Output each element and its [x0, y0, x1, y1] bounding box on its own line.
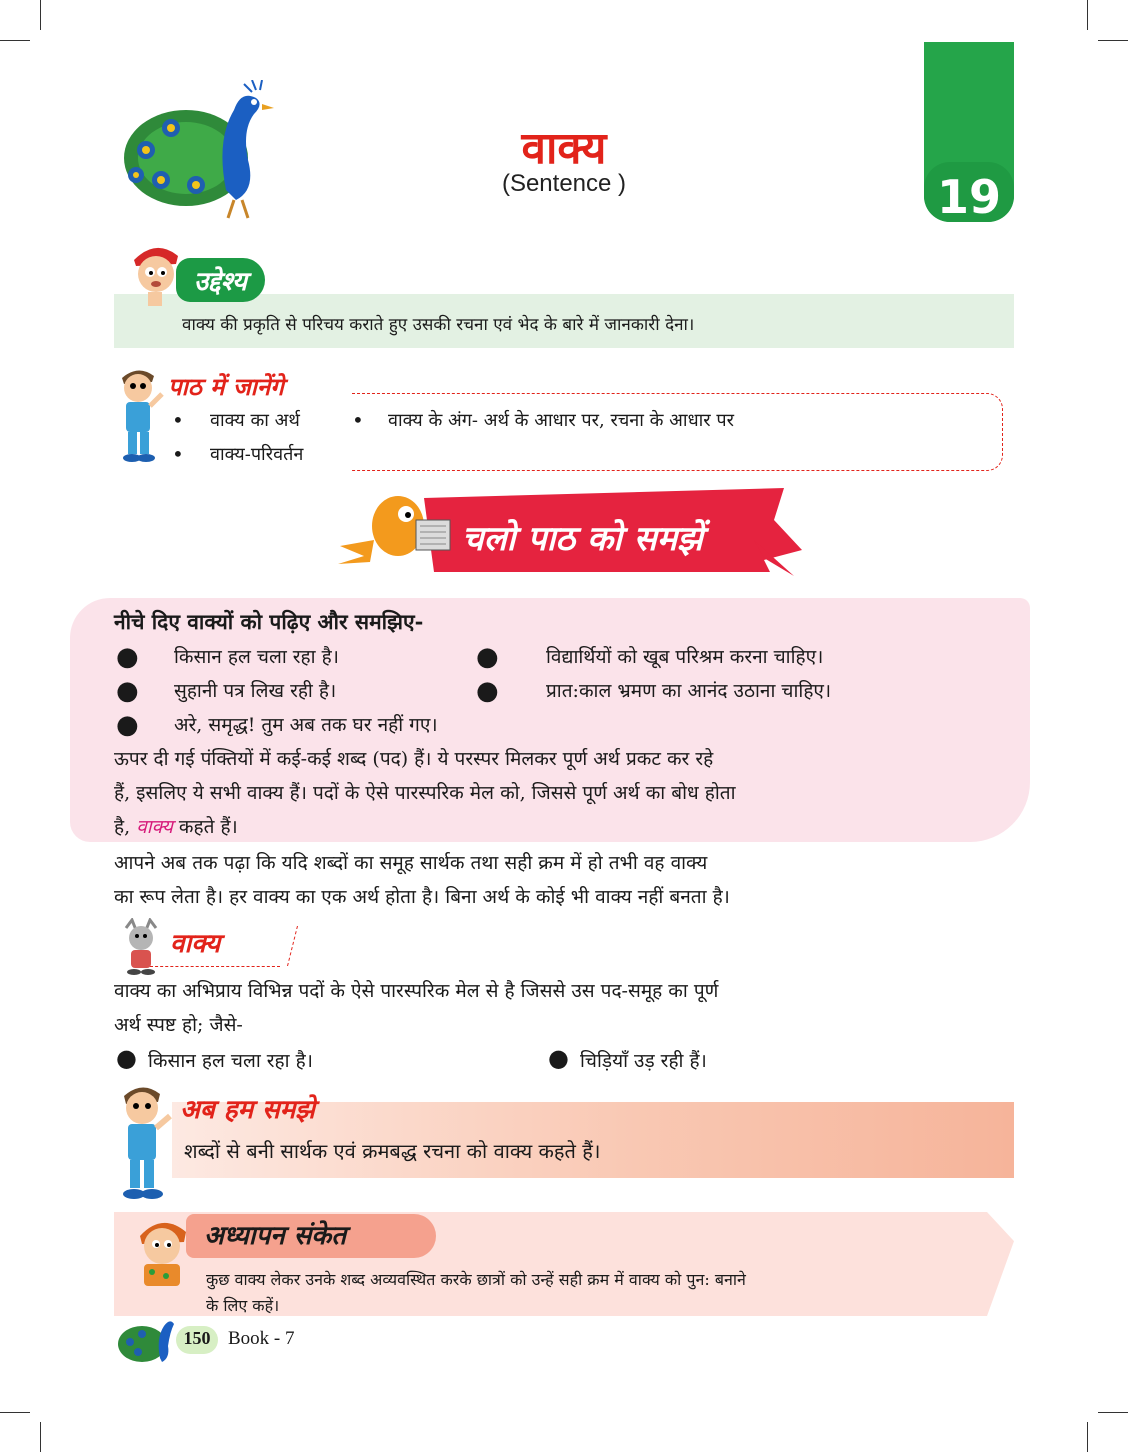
- paragraph-text: है,: [114, 816, 131, 838]
- crop-mark: [1098, 1412, 1128, 1413]
- example-sentence: विद्यार्थियों को खूब परिश्रम करना चाहिए।: [546, 646, 824, 668]
- cartoon-boy-thumbs-icon: [114, 1080, 174, 1202]
- crop-mark: [1098, 40, 1128, 41]
- crop-mark: [40, 1422, 41, 1452]
- bullet: •: [352, 408, 364, 432]
- teaching-heading: अध्यापन संकेत: [204, 1221, 347, 1251]
- cartoon-cat-icon: [116, 918, 166, 978]
- definition-heading: वाक्य: [170, 929, 221, 959]
- bullet: ●: [548, 1044, 569, 1072]
- crop-mark: [0, 40, 30, 41]
- intro-instruction: नीचे दिए वाक्यों को पढ़िए और समझिए-: [114, 609, 424, 634]
- teaching-line: के लिए कहें।: [206, 1296, 280, 1315]
- bullet: ●: [116, 1044, 137, 1072]
- learn-item: वाक्य का अर्थ: [210, 410, 300, 431]
- definition-line: अर्थ स्पष्ट हो; जैसे-: [114, 1014, 243, 1036]
- learn-item: वाक्य के अंग- अर्थ के आधार पर, रचना के आधार पर: [388, 410, 734, 431]
- example-sentence: सुहानी पत्र लिख रही है।: [174, 680, 337, 702]
- objective-text: वाक्य की प्रकृति से परिचय कराते हुए उसकी रचना एवं भेद के बारे में जानकारी देना।: [182, 315, 695, 335]
- paragraph-line: हैं, इसलिए ये सभी वाक्य हैं। पदों के ऐसे पारस्परिक मेल को, जिससे पूर्ण अर्थ का बोध होता: [114, 782, 736, 804]
- banner-text: चलो पाठ को समझें: [462, 519, 703, 559]
- cartoon-boy-reading-icon: [132, 1212, 196, 1288]
- chapter-number-tab: [924, 42, 1014, 222]
- crop-mark: [0, 1412, 30, 1413]
- page-number: 150: [183, 1328, 211, 1348]
- peacock-small-icon: [116, 1314, 180, 1366]
- learn-heading: पाठ में जानेंगे: [168, 373, 284, 401]
- peacock-illustration: [116, 80, 286, 220]
- summary-heading: अब हम समझे: [180, 1095, 315, 1125]
- example-sentence: किसान हल चला रहा है।: [174, 646, 339, 668]
- book-label: Book - 7: [228, 1328, 295, 1349]
- paragraph-text: कहते हैं।: [178, 816, 238, 838]
- definition-flourish: [275, 926, 298, 966]
- bullet: •: [172, 408, 184, 432]
- bullet: ●: [116, 676, 139, 706]
- definition-example: किसान हल चला रहा है।: [148, 1050, 313, 1072]
- definition-line: वाक्य का अभिप्राय विभिन्न पदों के ऐसे पारस्परिक मेल से है जिससे उस पद-समूह का पूर्ण: [114, 980, 719, 1002]
- teaching-line: कुछ वाक्य लेकर उनके शब्द अव्यवस्थित करके छात्रों को उन्हें सही क्रम में वाक्य को पुन: बनाने: [206, 1270, 746, 1289]
- definition-underline: [150, 966, 280, 968]
- bullet: ●: [476, 676, 499, 706]
- highlighted-term: वाक्य: [136, 816, 173, 838]
- learn-item: वाक्य-परिवर्तन: [210, 444, 304, 465]
- bullet: ●: [116, 710, 139, 740]
- crop-mark: [1087, 0, 1088, 30]
- crop-mark: [1087, 1422, 1088, 1452]
- bullet: •: [172, 442, 184, 466]
- chapter-subtitle: (Sentence ): [501, 170, 627, 197]
- example-sentence: प्रात:काल भ्रमण का आनंद उठाना चाहिए।: [546, 680, 832, 702]
- summary-text: शब्दों से बनी सार्थक एवं क्रमबद्ध रचना को वाक्य कहते हैं।: [184, 1139, 601, 1163]
- paragraph-line: [114, 810, 238, 844]
- bullet: ●: [116, 642, 139, 672]
- chapter-title: वाक्य: [521, 123, 607, 174]
- paragraph-line: आपने अब तक पढ़ा कि यदि शब्दों का समूह सार्थक तथा सही क्रम में हो तभी वह वाक्य: [114, 852, 708, 874]
- bullet: ●: [476, 642, 499, 672]
- learn-box-border: [352, 393, 1003, 471]
- objective-heading: उद्देश्य: [176, 258, 265, 302]
- definition-example: चिड़ियाँ उड़ रही हैं।: [580, 1050, 707, 1072]
- example-sentence: अरे, समृद्ध! तुम अब तक घर नहीं गए।: [174, 714, 438, 736]
- crop-mark: [40, 0, 41, 30]
- paragraph-line: ऊपर दी गई पंक्तियों में कई-कई शब्द (पद) हैं। ये परस्पर मिलकर पूर्ण अर्थ प्रकट कर रहे: [114, 748, 714, 770]
- chapter-number: 19: [936, 170, 1001, 224]
- paragraph-line: का रूप लेता है। हर वाक्य का एक अर्थ होता है। बिना अर्थ के कोई भी वाक्य नहीं बनता है।: [114, 886, 730, 908]
- cartoon-boy-pointing-icon: [114, 364, 164, 464]
